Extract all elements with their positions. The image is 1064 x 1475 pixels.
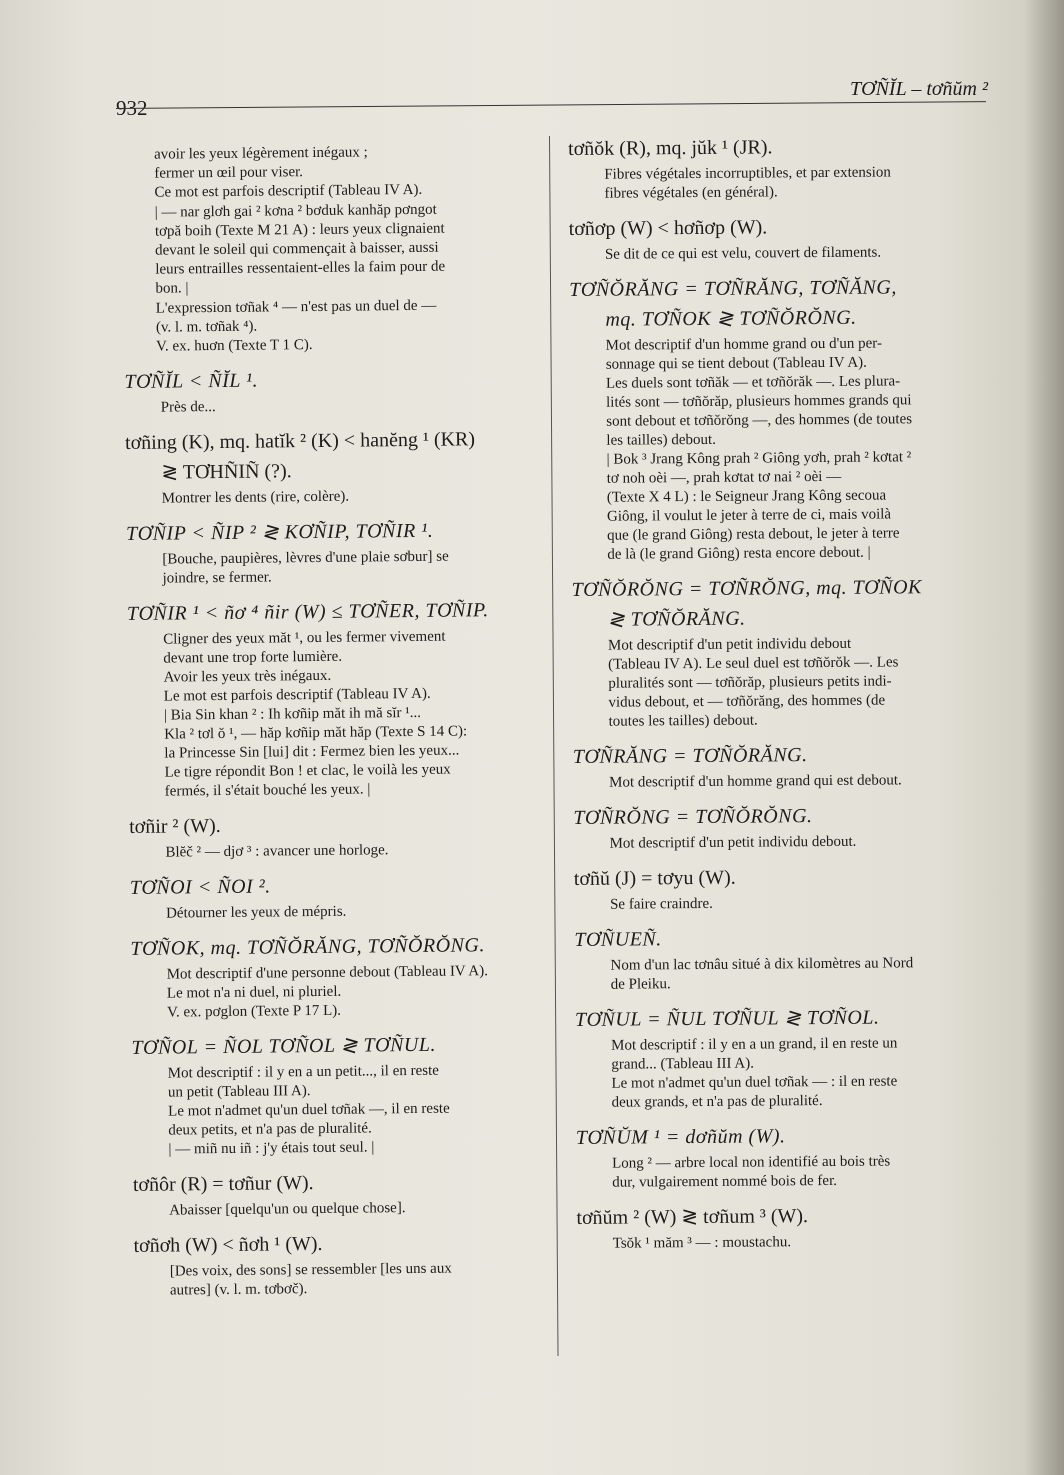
definition-line: deux petits, et n'a pas de pluralité.	[168, 1120, 372, 1139]
entry-definition	[606, 334, 994, 565]
entry-definition	[162, 547, 548, 589]
entry-headword: TƠÑĬL < ÑĬL ¹.	[124, 369, 259, 394]
definition-line: autres] (v. l. m. tơbơč).	[169, 1281, 308, 1299]
definition-line: Mot descriptif : il y en a un grand, il en reste un	[611, 1035, 898, 1054]
definition-line: V. ex. pơglon (Texte P 17 L).	[166, 1002, 342, 1021]
dictionary-entry	[571, 574, 994, 732]
definition-line: | Bia Sin khan ² : Ih kơñip măt ih mă sĭr ¹...	[163, 705, 422, 724]
entry-definition	[610, 954, 996, 995]
definition-line: Le mot n'a ni duel, ni pluriel.	[166, 983, 342, 1002]
entry-headword: TƠÑRĂNG = TƠÑŎRĂNG.	[572, 744, 808, 768]
definition-line: (Texte X 4 L) : le Seigneur Jrang Kông secoua	[606, 487, 887, 506]
entry-definition	[611, 1034, 998, 1113]
definition-line: de Pleiku.	[610, 976, 671, 993]
entry-headword: TƠÑOL = ÑOL TƠÑOL ≷ TƠÑUL.	[131, 1033, 437, 1060]
entry-headword-continued: ≷ TƠHÑIÑ (?).	[161, 460, 292, 484]
text-line: | — nar glơh gai ² kơna ² bơduk kanhăp pơngot	[154, 201, 437, 221]
definition-line: Près de...	[160, 399, 216, 416]
dictionary-entry	[125, 426, 548, 509]
definition-line: pluralités sont — tơñŏrăp, plusieurs petits indi-	[608, 673, 892, 692]
definition-line: de là (le grand Giông) resta encore debout. |	[607, 544, 871, 563]
definition-line: Nom d'un lac tơnâu situé à dix kilomètres au Nord	[610, 955, 914, 974]
entry-definition	[613, 1232, 999, 1254]
entry-definition	[605, 243, 991, 265]
definition-line: fermés, il s'était bouché les yeux. |	[164, 781, 371, 800]
dictionary-entry	[568, 133, 991, 204]
definition-line: Le tigre répondit Bon ! et clac, le voilà les yeux	[164, 761, 451, 781]
entry-headword: TƠÑŬM ¹ = dơñŭm (W).	[575, 1125, 786, 1149]
definition-line: Mot descriptif d'un homme grand qui est debout.	[609, 772, 902, 791]
header-rule	[116, 101, 986, 109]
running-head: TƠÑĬL – tơñŭm ²	[850, 78, 988, 100]
definition-line: un petit (Tableau III A).	[167, 1083, 311, 1101]
entry-headword: tơñir ² (W).	[129, 815, 221, 839]
dictionary-entry	[573, 802, 995, 854]
dictionary-entry	[574, 924, 997, 995]
definition-line: | — miñ nu iñ : j'y étais tout seul. |	[168, 1139, 375, 1158]
text-line: L'expression tơñak ⁴ — n'est pas un duel de —	[155, 297, 437, 317]
definition-line: tơ noh oèi —, prah kơtat tơ nai ² oèi —	[606, 468, 842, 487]
definition-line: Le mot est parfois descriptif (Tableau IV A).	[163, 686, 431, 705]
dictionary-entry	[124, 365, 546, 418]
entry-headword: tơñing (K), mq. hatĭk ² (K) < hanĕng ¹ (KR)	[124, 428, 476, 455]
entry-definition	[162, 486, 548, 509]
continuation-block	[154, 142, 546, 357]
definition-line: joindre, se fermer.	[162, 569, 272, 587]
definition-line: Abaisser [quelqu'un ou quelque chose].	[169, 1200, 406, 1219]
page-edge-shadow	[1024, 0, 1064, 1475]
left-column	[122, 142, 556, 1314]
entry-headword: TƠÑUEÑ.	[574, 928, 662, 951]
dictionary-entry	[575, 1004, 998, 1113]
definition-line: Détourner les yeux de mépris.	[165, 903, 347, 922]
entry-definition	[161, 395, 547, 418]
definition-line: Mot descriptif d'un homme grand ou d'un per-	[605, 335, 883, 354]
entry-headword: tơñơh (W) < ñơh ¹ (W).	[133, 1233, 323, 1258]
definition-line: Giông, il voulut le jeter à terre de ci, mais voilà	[606, 506, 892, 525]
entry-headword: TƠÑŎRĂNG = TƠÑRĂNG, TƠÑĂNG,	[569, 276, 897, 301]
entry-headword: TƠÑIR ¹ < ñơ ⁴ ñir (W) ≤ TƠÑER, TƠÑIP.	[126, 599, 489, 626]
entry-definition	[166, 901, 552, 924]
entry-headword: TƠÑOK, mq. TƠÑŎRĂNG, TƠÑŎRŎNG.	[130, 934, 486, 961]
definition-line: les tailles) debout.	[606, 431, 717, 449]
entry-definition	[170, 1259, 556, 1301]
right-column	[568, 133, 999, 1266]
definition-line: Tsŏk ¹ măm ³ — : moustachu.	[612, 1234, 792, 1252]
definition-line: Long ² — arbre local non identifié au bois très	[612, 1153, 891, 1172]
definition-line: Le mot n'admet qu'un duel tơñak — : il en reste	[611, 1073, 898, 1092]
definition-line: Blĕč ² — djơ ³ : avancer une horloge.	[165, 842, 389, 861]
definition-line: dur, vulgairement nommé bois de fer.	[612, 1172, 838, 1191]
definition-line: Avoir les yeux très inégaux.	[163, 668, 332, 686]
entry-definition	[609, 771, 995, 793]
dictionary-entry	[133, 1168, 555, 1221]
definition-line: Se faire craindre.	[609, 895, 713, 913]
dictionary-entry	[127, 597, 551, 802]
dictionary-entry	[131, 1031, 554, 1160]
text-line: V. ex. huơn (Texte T 1 C).	[156, 337, 313, 355]
definition-line: Le mot n'admet qu'un duel tơñak —, il en reste	[168, 1100, 450, 1120]
dictionary-entry	[576, 1122, 999, 1193]
entry-definition	[609, 832, 995, 854]
entry-definition	[168, 1061, 555, 1160]
dictionary-entry	[129, 810, 551, 863]
dictionary-entry	[133, 1229, 556, 1301]
definition-line: devant une trop forte lumière.	[163, 648, 343, 667]
definition-line: fibres végétales (en général).	[604, 184, 778, 202]
definition-line: Mot descriptif d'un petit individu debout.	[609, 833, 857, 852]
page-number: 932	[116, 96, 148, 120]
text-line: devant le soleil qui commençait à baisser, aussi	[155, 239, 439, 259]
definition-line: [Bouche, paupières, lèvres d'une plaie sơbur] se	[162, 548, 449, 568]
entry-definition	[610, 893, 996, 915]
definition-line: grand... (Tableau III A).	[611, 1055, 754, 1073]
text-line: avoir les yeux légèrement inégaux ;	[154, 144, 368, 163]
definition-line: Les duels sont tơñăk — et tơñŏrăk —. Les plura-	[605, 373, 901, 392]
definition-line: que (le grand Giông) resta debout, le jeter à terre	[607, 525, 900, 544]
dictionary-entry	[569, 274, 993, 565]
entry-headword: TƠÑŎRŎNG = TƠÑRŎNG, mq. TƠÑOK	[571, 576, 922, 601]
definition-line: deux grands, et n'a pas de pluralité.	[611, 1093, 823, 1111]
definition-line: toutes les tailles) debout.	[608, 712, 758, 730]
definition-line: lités sont — tơñŏrăp, plusieurs hommes grands qui	[606, 392, 912, 411]
entry-headword: tơñŭ (J) = tơyu (W).	[573, 866, 736, 890]
dictionary-entry	[576, 1202, 998, 1254]
definition-line: Mot descriptif d'une personne debout (Tableau IV A).	[166, 963, 489, 983]
dictionary-entry	[569, 213, 991, 265]
entry-definition	[604, 163, 990, 204]
text-line: Ce mot est parfois descriptif (Tableau IV A).	[154, 182, 423, 202]
entry-definition	[165, 840, 551, 863]
entry-definition	[608, 634, 995, 732]
left-entries	[124, 365, 556, 1301]
text-line: tơpă boih (Texte M 21 A) : leurs yeux clignaient	[154, 220, 445, 240]
definition-line: Kla ² tơl ŏ ¹, — hăp kơñip măt hăp (Texte S 14 C):	[164, 723, 468, 743]
entry-headword-continued: mq. TƠÑOK ≷ TƠÑŎRŎNG.	[605, 306, 857, 331]
entry-headword: tơñôr (R) = tơñur (W).	[132, 1172, 314, 1197]
entry-headword: tơñŏk (R), mq. jŭk ¹ (JR).	[568, 136, 773, 160]
dictionary-entry	[130, 932, 553, 1023]
definition-line: la Princesse Sin [lui] dit : Fermez bien les yeux...	[164, 742, 460, 762]
entry-definition	[169, 1198, 555, 1221]
dictionary-entry	[130, 871, 552, 924]
entry-headword: TƠÑOI < ÑOI ².	[129, 875, 271, 900]
definition-line: (Tableau IV A). Le seul duel est tơñŏrŏk —. Les	[608, 654, 899, 673]
text-line: fermer un œil pour viser.	[154, 164, 304, 182]
definition-line: sonnage qui se tient debout (Tableau IV A).	[605, 354, 867, 373]
definition-line: vidus debout, et — tơñŏrăng, des hommes (de	[608, 692, 886, 711]
dictionary-entry	[126, 517, 549, 589]
dictionary-entry	[573, 741, 995, 793]
definition-line: Mot descriptif : il y en a un petit..., il en reste	[167, 1062, 439, 1082]
dictionary-entry	[574, 863, 996, 915]
definition-line: Se dit de ce qui est velu, couvert de filaments.	[604, 244, 882, 263]
definition-line: sont debout et tơñŏrŏng —, des hommes (de toutes	[606, 411, 913, 430]
entry-headword-continued: ≷ TƠÑŎRĂNG.	[607, 607, 746, 631]
text-line: leurs entrailles ressentaient-elles la faim pour de	[155, 258, 446, 278]
definition-line: Mot descriptif d'un petit individu debout	[607, 635, 852, 654]
entry-definition	[163, 627, 551, 802]
definition-line: Fibres végétales incorruptibles, et par extension	[604, 164, 891, 183]
entry-definition	[167, 962, 554, 1023]
definition-line: Cligner des yeux măt ¹, ou les fermer vivement	[163, 628, 446, 648]
entry-headword: tơñơp (W) < hơñơp (W).	[568, 216, 768, 240]
entry-definition	[612, 1152, 998, 1193]
definition-line: | Bok ³ Jrang Kông prah ² Giông yơh, prah ² kơtat ²	[606, 449, 912, 468]
text-line: (v. l. m. tơñak ⁴).	[155, 318, 258, 336]
entry-headword: TƠÑIP < ÑIP ² ≷ KƠÑIP, TƠÑIR ¹.	[125, 519, 434, 546]
entry-headword: tơñŭm ² (W) ≷ tơñum ³ (W).	[576, 1205, 809, 1229]
entry-headword: TƠÑRŎNG = TƠÑŎRŎNG.	[573, 805, 813, 829]
definition-line: Montrer les dents (rire, colère).	[161, 488, 350, 507]
right-entries	[568, 133, 999, 1254]
entry-headword: TƠÑUL = ÑUL TƠÑUL ≷ TƠÑOL.	[574, 1006, 880, 1031]
definition-line: [Des voix, des sons] se ressembler [les uns aux	[169, 1260, 452, 1280]
text-line: bon. |	[155, 280, 189, 298]
